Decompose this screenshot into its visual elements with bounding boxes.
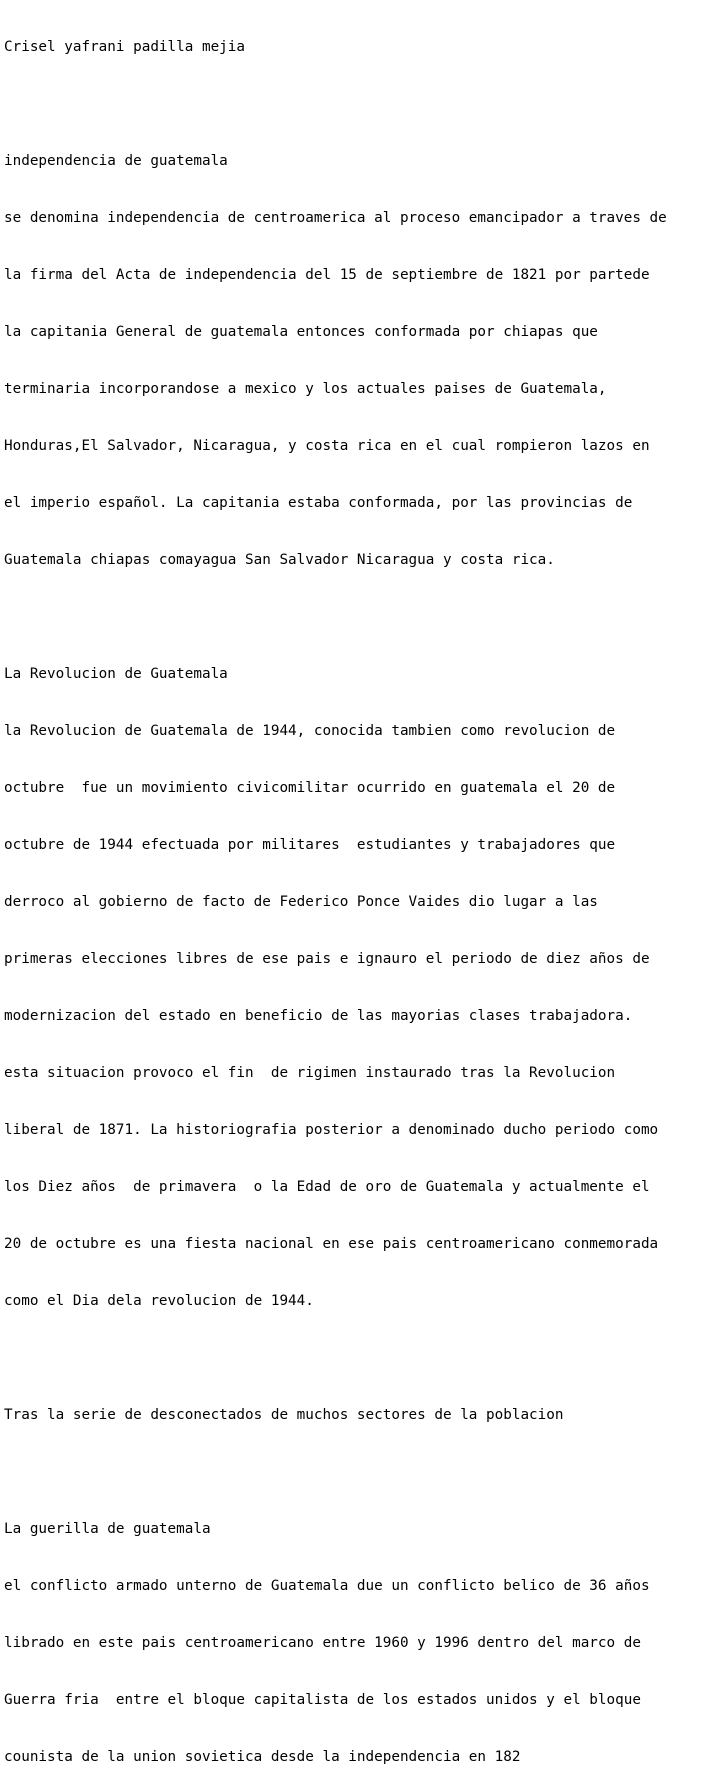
blank-line [4,95,704,114]
text-line: la firma del Acta de independencia del 15 de septiembre de 1821 por partede [4,267,650,283]
text-line: liberal de 1871. La historiografia posterior a denominado ducho periodo como [4,1122,659,1138]
text-line: esta situacion provoco el fin de rigimen instaurado tras la Revolucion [4,1065,616,1081]
text-line: Guatemala chiapas comayagua San Salvador Nicaragua y costa rica. [4,552,555,568]
text-line: como el Dia dela revolucion de 1944. [4,1293,314,1309]
text-line: se denomina independencia de centroamerica al proceso emancipador a traves de [4,210,667,226]
text-line: Honduras,El Salvador, Nicaragua, y costa rica en el cual rompieron lazos en [4,438,650,454]
text-line: primeras elecciones libres de ese pais e ignauro el periodo de diez años de [4,951,650,967]
blank-line [4,608,704,627]
text-line: derroco al gobierno de facto de Federico Ponce Vaides dio lugar a las [4,894,598,910]
text-line: librado en este pais centroamericano entre 1960 y 1996 dentro del marco de [4,1635,641,1651]
section-heading-revolucion: La Revolucion de Guatemala [4,666,228,682]
text-line: el conflicto armado unterno de Guatemala due un conflicto belico de 36 años [4,1578,650,1594]
text-line: el imperio español. La capitania estaba conformada, por las provincias de [4,495,633,511]
document-body[interactable] [4,0,704,1786]
blank-line [4,1463,704,1482]
author-name: Crisel yafrani padilla mejia [4,39,246,55]
text-line: Tras la serie de desconectados de muchos sectores de la poblacion [4,1407,564,1423]
text-line: los Diez años de primavera o la Edad de oro de Guatemala y actualmente el [4,1179,650,1195]
text-line: octubre fue un movimiento civicomilitar ocurrido en guatemala el 20 de [4,780,616,796]
section-heading-independencia: independencia de guatemala [4,153,228,169]
text-line: 20 de octubre es una fiesta nacional en ese pais centroamericano conmemorada [4,1236,659,1252]
text-line: octubre de 1944 efectuada por militares estudiantes y trabajadores que [4,837,616,853]
text-line: terminaria incorporandose a mexico y los actuales paises de Guatemala, [4,381,607,397]
text-line: counista de la union sovietica desde la independencia en 182 [4,1749,521,1765]
text-line: Guerra fria entre el bloque capitalista de los estados unidos y el bloque [4,1692,641,1708]
blank-line [4,1349,704,1368]
section-heading-guerilla: La guerilla de guatemala [4,1521,211,1537]
text-line: la Revolucion de Guatemala de 1944, conocida tambien como revolucion de [4,723,616,739]
text-line: la capitania General de guatemala entonces conformada por chiapas que [4,324,598,340]
text-line: modernizacion del estado en beneficio de las mayorias clases trabajadora. [4,1008,633,1024]
